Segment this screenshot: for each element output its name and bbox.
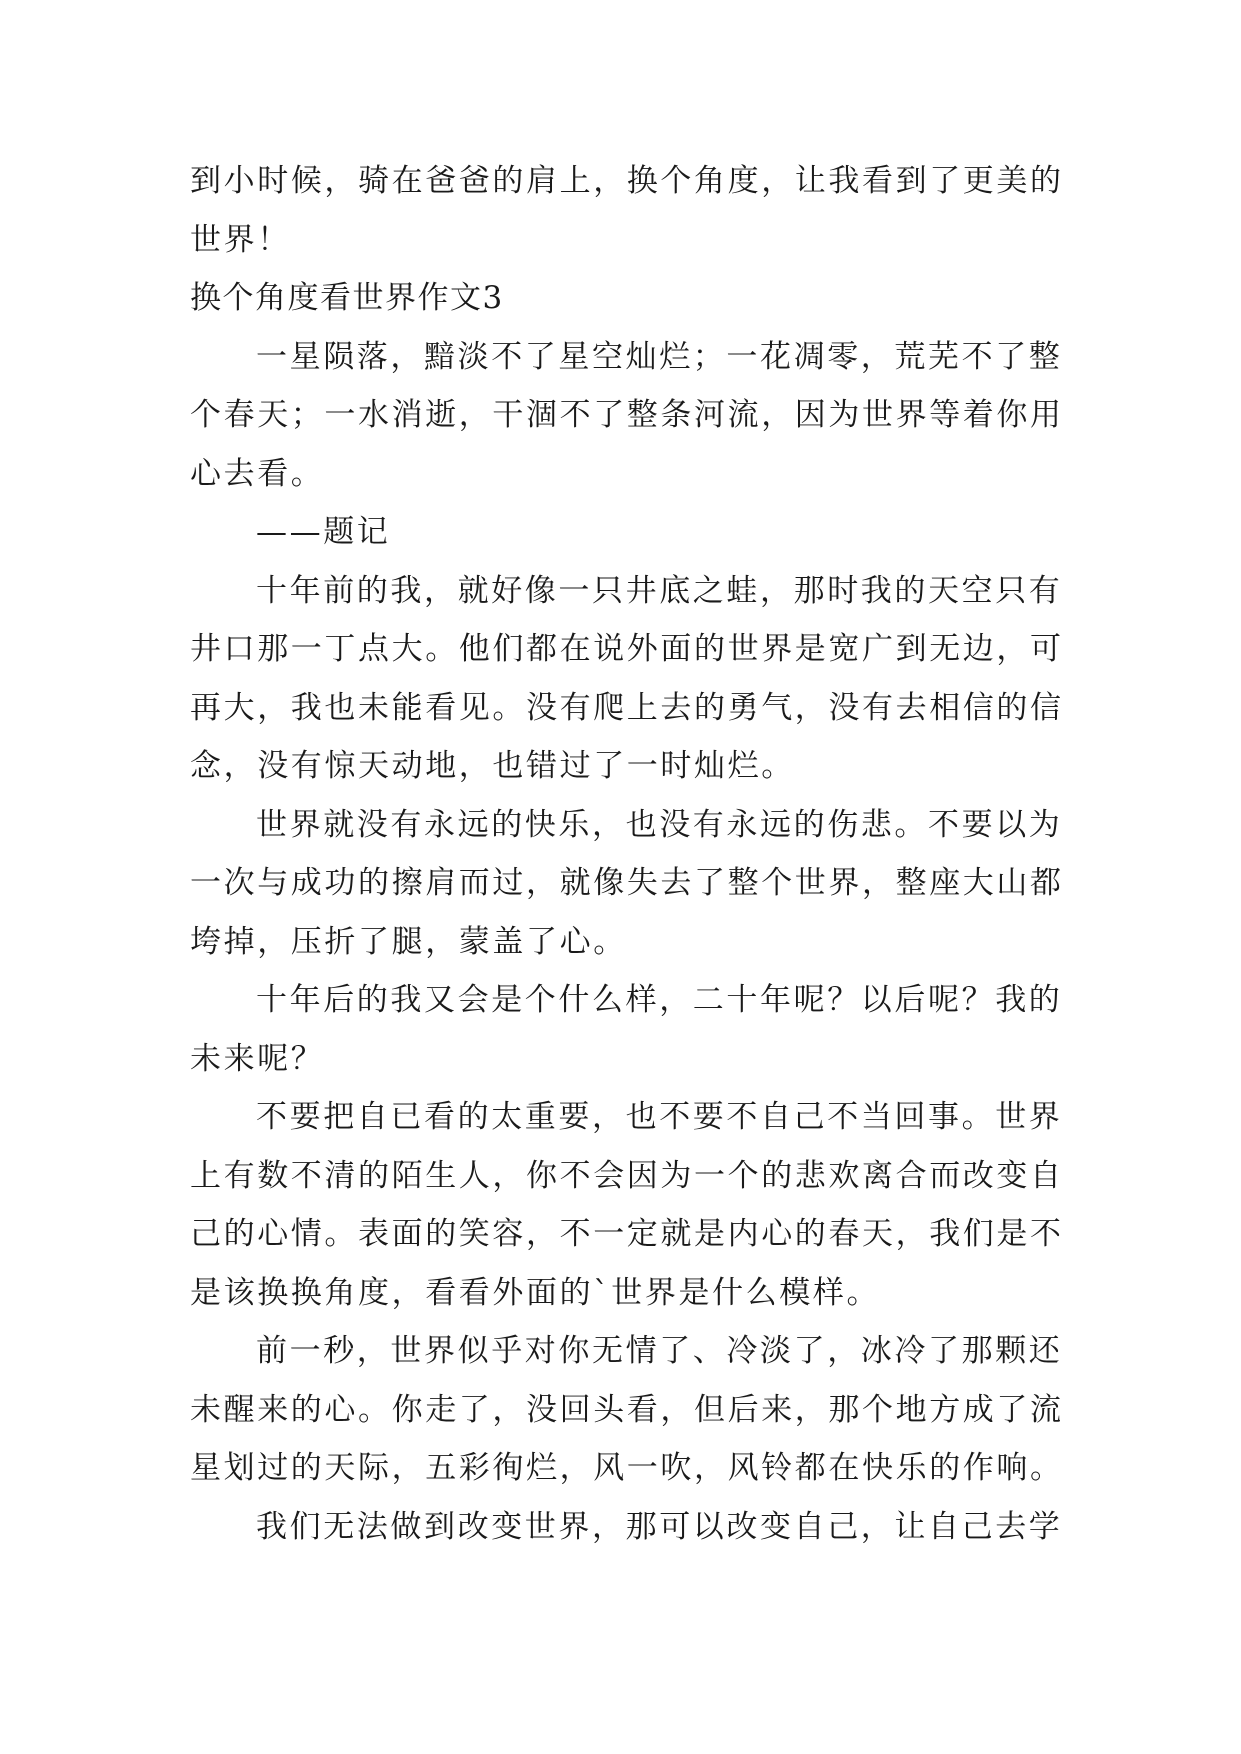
text-line: 一次与成功的擦肩而过，就像失去了整个世界，整座大山都	[190, 865, 1064, 901]
text-line: 再大，我也未能看见。没有爬上去的勇气，没有去相信的信	[190, 689, 1064, 726]
text-line: 一星陨落，黯淡不了星空灿烂；一花凋零，荒芜不了整	[256, 338, 1063, 375]
section-heading: 换个角度看世界作文3	[190, 280, 504, 316]
text-line: 是该换换角度，看看外面的`世界是什么模样。	[190, 1274, 881, 1311]
epigraph-attribution: ——题记	[256, 514, 391, 550]
text-line: 我们无法做到改变世界，那可以改变自己，让自己去学	[256, 1508, 1063, 1545]
text-line: 世界就没有永远的快乐，也没有永远的伤悲。不要以为	[256, 806, 1063, 843]
text-line: 井口那一丁点大。他们都在说外面的世界是宽广到无边，可	[190, 631, 1064, 667]
text-line: 星划过的天际，五彩徇烂，风一吹，风铃都在快乐的作响。	[190, 1450, 1064, 1486]
document-body	[190, 152, 1070, 1556]
text-line: 十年前的我，就好像一只井底之蛙，那时我的天空只有	[256, 572, 1063, 609]
text-line: 世界！	[190, 221, 291, 258]
text-line: 个春天；一水消逝，干涸不了整条河流，因为世界等着你用	[190, 397, 1064, 433]
text-line: 己的心情。表面的笑容，不一定就是内心的春天，我们是不	[190, 1216, 1064, 1252]
text-line: 未醒来的心。你走了，没回头看，但后来，那个地方成了流	[190, 1391, 1064, 1428]
text-line: 到小时候，骑在爸爸的肩上，换个角度，让我看到了更美的	[190, 163, 1064, 199]
text-line: 上有数不清的陌生人，你不会因为一个的悲欢离合而改变自	[190, 1157, 1064, 1194]
text-line: 不要把自已看的太重要，也不要不自己不当回事。世界	[256, 1099, 1063, 1135]
text-line: 垮掉，压折了腿，蒙盖了心。	[190, 923, 627, 960]
text-line: 前一秒，世界似乎对你无情了、冷淡了，冰冷了那颗还	[256, 1333, 1063, 1369]
text-line: 十年后的我又会是个什么样，二十年呢？以后呢？我的	[256, 982, 1063, 1018]
text-line: 念，没有惊天动地，也错过了一时灿烂。	[190, 748, 795, 784]
text-line: 未来呢？	[190, 1040, 325, 1077]
text-line: 心去看。	[190, 455, 325, 492]
